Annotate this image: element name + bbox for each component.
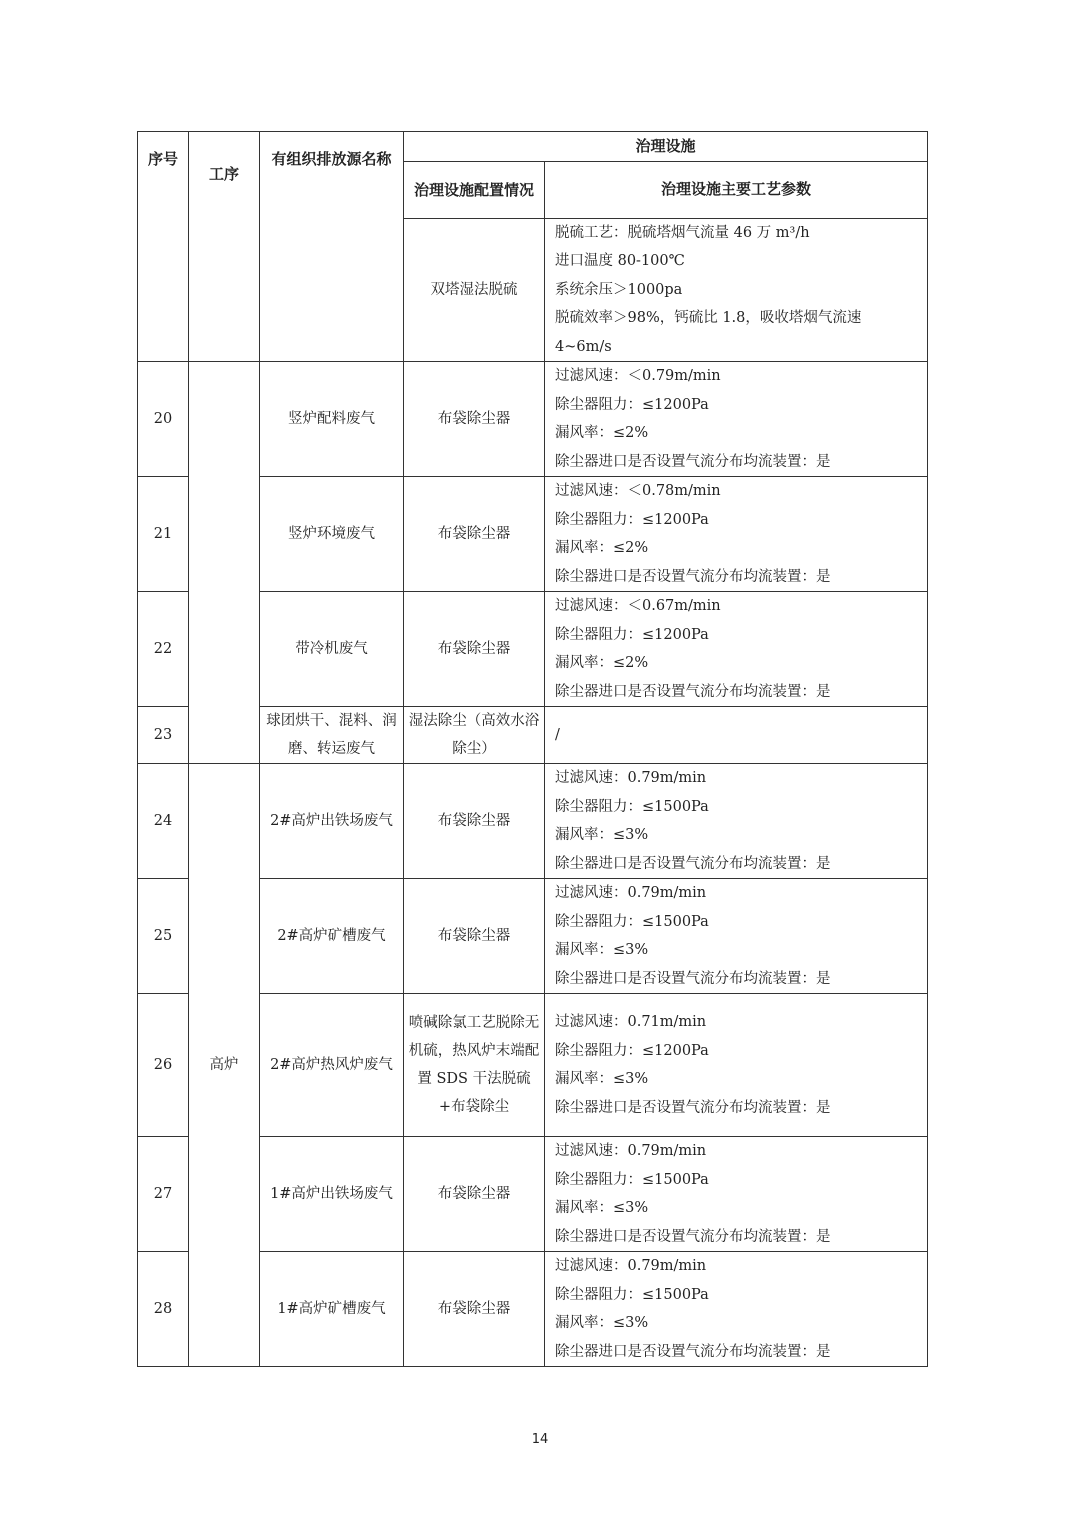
row-params — [545, 707, 928, 764]
param-line: 漏风率：≤3% — [555, 1315, 649, 1331]
row-seq: 28 — [138, 1252, 189, 1367]
row-seq: 23 — [138, 707, 189, 764]
param-line: 除尘器进口是否设置气流分布均流装置：是 — [555, 1099, 831, 1116]
row-config: 布袋除尘器 — [404, 362, 545, 477]
param-line: / — [555, 726, 560, 743]
first-row-config: 双塔湿法脱硫 — [404, 218, 545, 362]
row-seq: 27 — [138, 1137, 189, 1252]
header-config: 治理设施配置情况 — [404, 161, 545, 218]
row-params — [545, 879, 928, 994]
param-line: 除尘器进口是否设置气流分布均流装置：是 — [555, 568, 831, 585]
row-config: 布袋除尘器 — [404, 879, 545, 994]
row-process-blast-furnace: 高炉 — [189, 764, 260, 1367]
row-seq: 21 — [138, 477, 189, 592]
param-line: 漏风率：≤3% — [555, 1071, 649, 1087]
row-config: 喷碱除氯工艺脱除无机硫，热风炉末端配置 SDS 干法脱硫+布袋除尘 — [404, 994, 545, 1137]
param-line: 除尘器阻力：≤1500Pa — [555, 1171, 709, 1188]
row-seq: 24 — [138, 764, 189, 879]
first-row-params — [545, 218, 928, 362]
row-source: 球团烘干、混料、润磨、转运废气 — [260, 707, 404, 764]
param-line: 除尘器阻力：≤1200Pa — [555, 396, 709, 413]
row-params — [545, 362, 928, 477]
param-line: 除尘器阻力：≤1500Pa — [555, 1286, 709, 1303]
param-line: 过滤风速：＜0.78m/min — [555, 483, 721, 499]
param-line: 除尘器阻力：≤1200Pa — [555, 511, 709, 528]
row-source: 2#高炉出铁场废气 — [260, 764, 404, 879]
header-process: 工序 — [189, 132, 260, 362]
row-source: 1#高炉出铁场废气 — [260, 1137, 404, 1252]
header-source: 有组织排放源名称 — [260, 132, 404, 362]
table-row — [138, 764, 928, 879]
param-line: 除尘器进口是否设置气流分布均流装置：是 — [555, 1228, 831, 1245]
param-line: 漏风率：≤3% — [555, 827, 649, 843]
param-line: 除尘器进口是否设置气流分布均流装置：是 — [555, 1343, 831, 1360]
row-config: 布袋除尘器 — [404, 477, 545, 592]
param-line: 4~6m/s — [555, 338, 612, 355]
row-config: 湿法除尘（高效水浴除尘） — [404, 707, 545, 764]
row-params — [545, 477, 928, 592]
row-source: 竖炉环境废气 — [260, 477, 404, 592]
row-process-pellet — [189, 362, 260, 764]
header-params: 治理设施主要工艺参数 — [545, 161, 928, 218]
param-line: 漏风率：≤3% — [555, 942, 649, 958]
row-config: 布袋除尘器 — [404, 1137, 545, 1252]
row-params — [545, 764, 928, 879]
row-params — [545, 994, 928, 1137]
header-seq: 序号 — [138, 132, 189, 362]
param-line: 过滤风速：0.79m/min — [555, 1143, 707, 1159]
row-seq: 26 — [138, 994, 189, 1137]
param-line: 系统余压＞1000pa — [555, 281, 683, 298]
row-source: 2#高炉热风炉废气 — [260, 994, 404, 1137]
page-number: 14 — [531, 1432, 549, 1447]
param-line: 过滤风速：＜0.67m/min — [555, 598, 721, 614]
param-line: 除尘器进口是否设置气流分布均流装置：是 — [555, 970, 831, 987]
header-facility-group: 治理设施 — [404, 132, 928, 162]
row-seq: 20 — [138, 362, 189, 477]
row-source: 1#高炉矿槽废气 — [260, 1252, 404, 1367]
param-line: 除尘器阻力：≤1200Pa — [555, 1042, 709, 1059]
row-params — [545, 1252, 928, 1367]
param-line: 除尘器进口是否设置气流分布均流装置：是 — [555, 453, 831, 470]
row-source: 带冷机废气 — [260, 592, 404, 707]
row-seq: 22 — [138, 592, 189, 707]
param-line: 漏风率：≤2% — [555, 655, 649, 671]
param-line: 除尘器进口是否设置气流分布均流装置：是 — [555, 683, 831, 700]
param-line: 漏风率：≤3% — [555, 1200, 649, 1216]
table-row — [138, 362, 928, 477]
param-line: 漏风率：≤2% — [555, 540, 649, 556]
row-params — [545, 1137, 928, 1252]
row-seq: 25 — [138, 879, 189, 994]
param-line: 进口温度 80-100℃ — [555, 253, 685, 269]
param-line: 除尘器阻力：≤1200Pa — [555, 626, 709, 643]
row-source: 竖炉配料废气 — [260, 362, 404, 477]
param-line: 过滤风速：＜0.79m/min — [555, 368, 721, 384]
param-line: 除尘器阻力：≤1500Pa — [555, 913, 709, 930]
param-line: 除尘器阻力：≤1500Pa — [555, 798, 709, 815]
param-line: 脱硫工艺：脱硫塔烟气流量 46 万 m³/h — [555, 224, 810, 241]
param-line: 除尘器进口是否设置气流分布均流装置：是 — [555, 855, 831, 872]
param-line: 过滤风速：0.79m/min — [555, 770, 707, 786]
row-config: 布袋除尘器 — [404, 764, 545, 879]
row-params — [545, 592, 928, 707]
param-line: 过滤风速：0.71m/min — [555, 1014, 707, 1030]
param-line: 过滤风速：0.79m/min — [555, 1258, 707, 1274]
param-line: 脱硫效率＞98%，钙硫比 1.8，吸收塔烟气流速 — [555, 310, 862, 326]
row-config: 布袋除尘器 — [404, 592, 545, 707]
param-line: 过滤风速：0.79m/min — [555, 885, 707, 901]
row-source: 2#高炉矿槽废气 — [260, 879, 404, 994]
facility-table — [137, 131, 928, 1367]
param-line: 漏风率：≤2% — [555, 425, 649, 441]
row-config: 布袋除尘器 — [404, 1252, 545, 1367]
